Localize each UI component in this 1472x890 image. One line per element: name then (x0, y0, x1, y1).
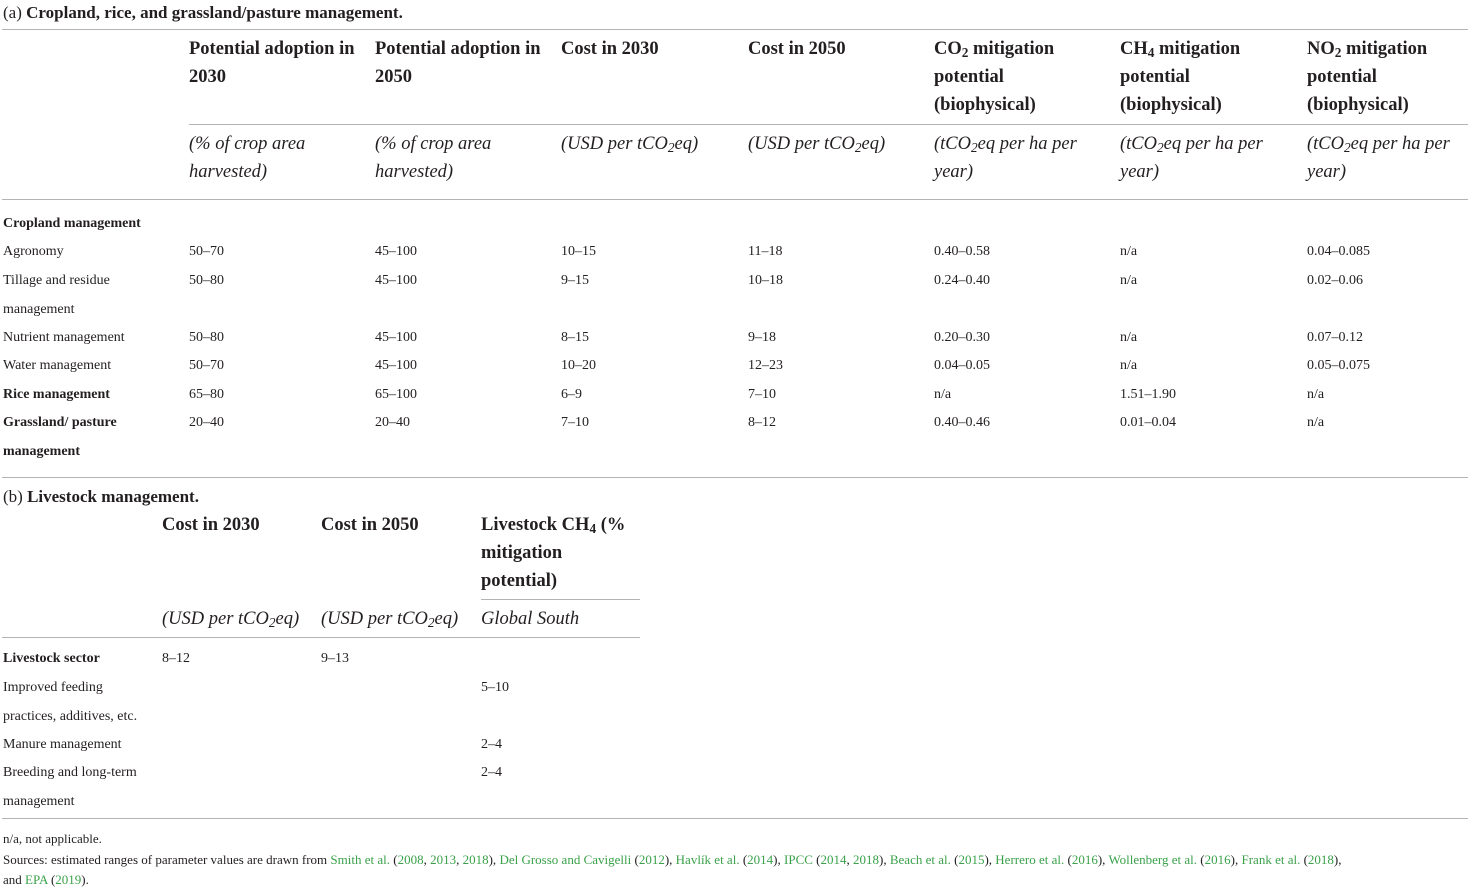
table-a-cell: 0.04–0.085 (1307, 244, 1370, 259)
table-a-header-5 (1120, 35, 1296, 119)
footnote-text: ( (1197, 852, 1205, 867)
table-a-unit-6-text-rest: eq per ha per year) (1307, 134, 1450, 182)
citation-link[interactable]: IPCC (784, 852, 813, 867)
table-a-header-4-text-rest: mitigation potential (biophysical) (934, 39, 1055, 115)
table-a-unit-2-text: (USD per tCO (561, 134, 668, 154)
table-a-unit-1 (375, 130, 551, 186)
table-a-row-label: Grassland/ pasture management (3, 415, 117, 459)
table-a-cell: 6–9 (561, 387, 582, 402)
citation-link[interactable]: Del Grosso and Cavigelli (499, 852, 632, 867)
table-a-cell: 8–15 (561, 330, 589, 345)
table-a-cell: 0.24–0.40 (934, 273, 990, 288)
table-a-cell: 0.40–0.46 (934, 415, 990, 430)
table-b-row-label: Livestock sector (3, 651, 100, 666)
citation-link[interactable]: Smith et al. (330, 852, 390, 867)
table-a-header-1-text: Potential adoption in 2050 (375, 39, 541, 87)
citation-link[interactable]: Herrero et al. (995, 852, 1065, 867)
table-b-header-0 (162, 511, 320, 539)
table-b-unit-1 (321, 605, 458, 633)
footnote-text: ), (773, 852, 785, 867)
footnote-text: ), (664, 852, 676, 867)
table-a-cell: 65–80 (189, 387, 224, 402)
table-a-header-1 (375, 35, 551, 91)
table-a-cell: n/a (1307, 387, 1325, 402)
table-b-unit-2 (481, 605, 579, 633)
footnote-text: ( (47, 872, 56, 887)
table-a-title (3, 2, 403, 24)
table-b-cell: 2–4 (481, 737, 502, 752)
table-a-title-text: Cropland, rice, and grassland/pasture management. (26, 3, 403, 22)
table-a-cell: 9–18 (748, 330, 776, 345)
table-a-unit-rule (2, 199, 1468, 200)
table-a-cell: 10–20 (561, 358, 596, 373)
table-a-cell: 12–23 (748, 358, 783, 373)
table-b-cell: 5–10 (481, 680, 509, 695)
footnote-text: ), (879, 852, 890, 867)
footnote-text: ), (488, 852, 500, 867)
table-b-cell: 2–4 (481, 765, 502, 780)
table-b-row-label: Improved feeding practices, additives, etc. (3, 680, 138, 724)
table-b-unit-rule (2, 637, 640, 638)
table-b-cell: 9–13 (321, 651, 349, 666)
footnote-text: ( (631, 852, 639, 867)
table-b-unit-2-text: Global South (481, 609, 580, 629)
table-a-unit-5-subscript: 2 (1157, 139, 1164, 155)
table-a-header-2 (561, 35, 737, 63)
footnote-text: ), (984, 852, 996, 867)
table-b-header-rule (481, 599, 640, 600)
table-b-title (3, 486, 199, 508)
footnote-text: Sources: estimated ranges of parameter values are drawn from (3, 852, 331, 867)
footnote-na: n/a, not applicable. (3, 831, 102, 846)
table-b-header-2 (481, 511, 640, 595)
table-a-cell: 0.40–0.58 (934, 244, 990, 259)
table-a-header-0 (189, 35, 365, 91)
table-a-cell: 65–100 (375, 387, 417, 402)
citation-link[interactable]: 2015 (958, 852, 985, 867)
citation-link[interactable]: 2014 (747, 852, 774, 867)
table-a-unit-1-text: (% of crop area harvested) (375, 134, 492, 182)
table-a-header-4-text: CO (934, 39, 962, 59)
table-a-unit-3 (748, 130, 924, 158)
citation-link[interactable]: Havlík et al. (675, 852, 740, 867)
table-a-cell: n/a (1120, 273, 1138, 288)
table-a-unit-3-subscript: 2 (854, 139, 862, 155)
table-b-unit-1-text: (USD per tCO (321, 609, 428, 629)
footnote-text: ( (1064, 852, 1072, 867)
table-a-cell: 7–10 (748, 387, 776, 402)
footnote-text: ( (812, 852, 821, 867)
table-a-header-5-text-rest: mitigation potential (biophysical) (1120, 39, 1241, 115)
table-b-row-label: Manure management (3, 737, 122, 752)
table-a-unit-6-subscript: 2 (1344, 139, 1351, 155)
table-b-header-2-text: Livestock CH (481, 515, 590, 535)
table-a-header-6-subscript: 2 (1334, 44, 1342, 60)
table-a-unit-4-subscript: 2 (971, 139, 978, 155)
table-a-cell: 1.51–1.90 (1120, 387, 1176, 402)
table-a-unit-5-text-rest: eq per ha per year) (1120, 134, 1263, 182)
table-a-unit-2-subscript: 2 (667, 139, 675, 155)
citation-link[interactable]: EPA (25, 872, 48, 887)
table-a-header-6 (1307, 35, 1469, 119)
table-a-cell: 50–70 (189, 244, 224, 259)
table-a-cell: 10–18 (748, 273, 783, 288)
table-a-cell: 0.02–0.06 (1307, 273, 1363, 288)
footnote-text: ), (1230, 852, 1242, 867)
table-a-header-0-text: Potential adoption in 2030 (189, 39, 355, 87)
footnote-text: and (3, 872, 26, 887)
table-a-cell: 20–40 (375, 415, 410, 430)
table-b-unit-0 (162, 605, 299, 633)
citation-link[interactable]: 2014 (820, 852, 847, 867)
footnote-text: ), (1333, 852, 1342, 867)
table-a-header-5-subscript: 4 (1147, 44, 1155, 60)
table-a-cell: 11–18 (748, 244, 783, 259)
footnote-text: ( (950, 852, 959, 867)
table-a-unit-4-text-rest: eq per ha per year) (934, 134, 1077, 182)
table-a-bottom-rule (2, 477, 1468, 478)
citation-link[interactable]: 2013 (430, 852, 457, 867)
table-b-row-label: Breeding and long-term management (3, 765, 137, 809)
footnote-text: , (423, 852, 431, 867)
table-a-cell: n/a (1120, 244, 1138, 259)
table-a-header-4-subscript: 2 (961, 44, 969, 60)
table-a-cell: 50–70 (189, 358, 224, 373)
citation-link[interactable]: Wollenberg et al. (1108, 852, 1198, 867)
footnote-text: ( (739, 852, 748, 867)
footnote-text: ( (390, 852, 398, 867)
table-b-unit-0-text: (USD per tCO (162, 609, 269, 629)
table-a-cell: 7–10 (561, 415, 589, 430)
citation-link[interactable]: 2016 (1204, 852, 1231, 867)
citation-link[interactable]: 2016 (1071, 852, 1098, 867)
footnote-text: ( (1300, 852, 1308, 867)
table-a-cell: 0.20–0.30 (934, 330, 990, 345)
table-a-unit-2 (561, 130, 737, 158)
table-a-cell: 0.01–0.04 (1120, 415, 1176, 430)
table-a-row-label: Agronomy (3, 244, 64, 259)
table-b-header-2-subscript: 4 (589, 520, 597, 536)
footnote-sources (3, 850, 1469, 890)
table-a-cell: 0.07–0.12 (1307, 330, 1363, 345)
table-a-header-6-text: NO (1307, 39, 1335, 59)
table-a-row-label: Cropland management (3, 216, 141, 231)
table-b-unit-1-subscript: 2 (427, 614, 435, 630)
table-a-cell: n/a (1120, 330, 1138, 345)
table-a-cell: 45–100 (375, 358, 417, 373)
table-a-unit-5-text: (tCO (1120, 134, 1157, 154)
table-b-header-1-text: Cost in 2050 (321, 515, 419, 535)
table-a-unit-5 (1120, 130, 1296, 186)
table-a-header-4 (934, 35, 1110, 119)
footnote-text: ). (81, 872, 89, 887)
table-b-unit-0-text-rest: eq) (275, 609, 300, 629)
table-a-unit-3-text: (USD per tCO (748, 134, 855, 154)
table-b-cell: 8–12 (162, 651, 190, 666)
footnote-text: ), (1097, 852, 1109, 867)
table-a-cell: 10–15 (561, 244, 596, 259)
citation-link[interactable]: 2019 (55, 872, 82, 887)
table-a-unit-0-text: (% of crop area harvested) (189, 134, 306, 182)
citation-link[interactable]: 2012 (638, 852, 665, 867)
table-a-cell: 8–12 (748, 415, 776, 430)
table-a-row-label: Tillage and residue management (3, 273, 110, 317)
table-a-cell: 45–100 (375, 330, 417, 345)
table-b-unit-0-subscript: 2 (268, 614, 276, 630)
citation-link[interactable]: Beach et al. (889, 852, 951, 867)
table-a-header-6-text-rest: mitigation potential (biophysical) (1307, 39, 1428, 115)
table-a-cell: 45–100 (375, 244, 417, 259)
table-a-header-2-text: Cost in 2030 (561, 39, 659, 59)
table-a-unit-6 (1307, 130, 1469, 186)
citation-link[interactable]: 2018 (853, 852, 880, 867)
table-b-title-label: (b) (3, 487, 23, 506)
citation-link[interactable]: 2018 (1307, 852, 1334, 867)
table-a-cell: 50–80 (189, 330, 224, 345)
table-a-unit-2-text-rest: eq) (674, 134, 699, 154)
table-a-top-rule (2, 29, 1468, 30)
table-a-header-5-text: CH (1120, 39, 1148, 59)
table-a-cell: n/a (1307, 415, 1325, 430)
table-a-unit-4 (934, 130, 1110, 186)
table-a-unit-0 (189, 130, 365, 186)
table-a-title-label: (a) (3, 3, 22, 22)
table-a-unit-3-text-rest: eq) (861, 134, 886, 154)
table-a-header-rule (189, 124, 1468, 125)
table-a-cell: 9–15 (561, 273, 589, 288)
table-a-unit-4-text: (tCO (934, 134, 971, 154)
citation-link[interactable]: 2008 (397, 852, 424, 867)
table-a-cell: 0.05–0.075 (1307, 358, 1370, 373)
table-a-header-3 (748, 35, 924, 63)
table-a-cell: 45–100 (375, 273, 417, 288)
table-b-header-0-text: Cost in 2030 (162, 515, 260, 535)
table-a-row-label: Water management (3, 358, 112, 373)
table-a-cell: 0.04–0.05 (934, 358, 990, 373)
footnote-text: , (846, 852, 854, 867)
table-a-row-label: Rice management (3, 387, 110, 402)
table-a-unit-6-text: (tCO (1307, 134, 1344, 154)
table-b-bottom-rule (2, 818, 1468, 819)
footnote-text: , (456, 852, 463, 867)
citation-link[interactable]: 2018 (462, 852, 489, 867)
table-a-cell: n/a (934, 387, 952, 402)
table-b-unit-1-text-rest: eq) (434, 609, 459, 629)
table-b-header-2-text-rest: (% mitigation potential) (481, 515, 626, 591)
table-a-cell: n/a (1120, 358, 1138, 373)
table-a-cell: 50–80 (189, 273, 224, 288)
citation-link[interactable]: Frank et al. (1241, 852, 1301, 867)
table-a-header-3-text: Cost in 2050 (748, 39, 846, 59)
table-b-header-1 (321, 511, 479, 539)
table-a-cell: 20–40 (189, 415, 224, 430)
table-b-title-text: Livestock management. (27, 487, 199, 506)
table-a-row-label: Nutrient management (3, 330, 125, 345)
